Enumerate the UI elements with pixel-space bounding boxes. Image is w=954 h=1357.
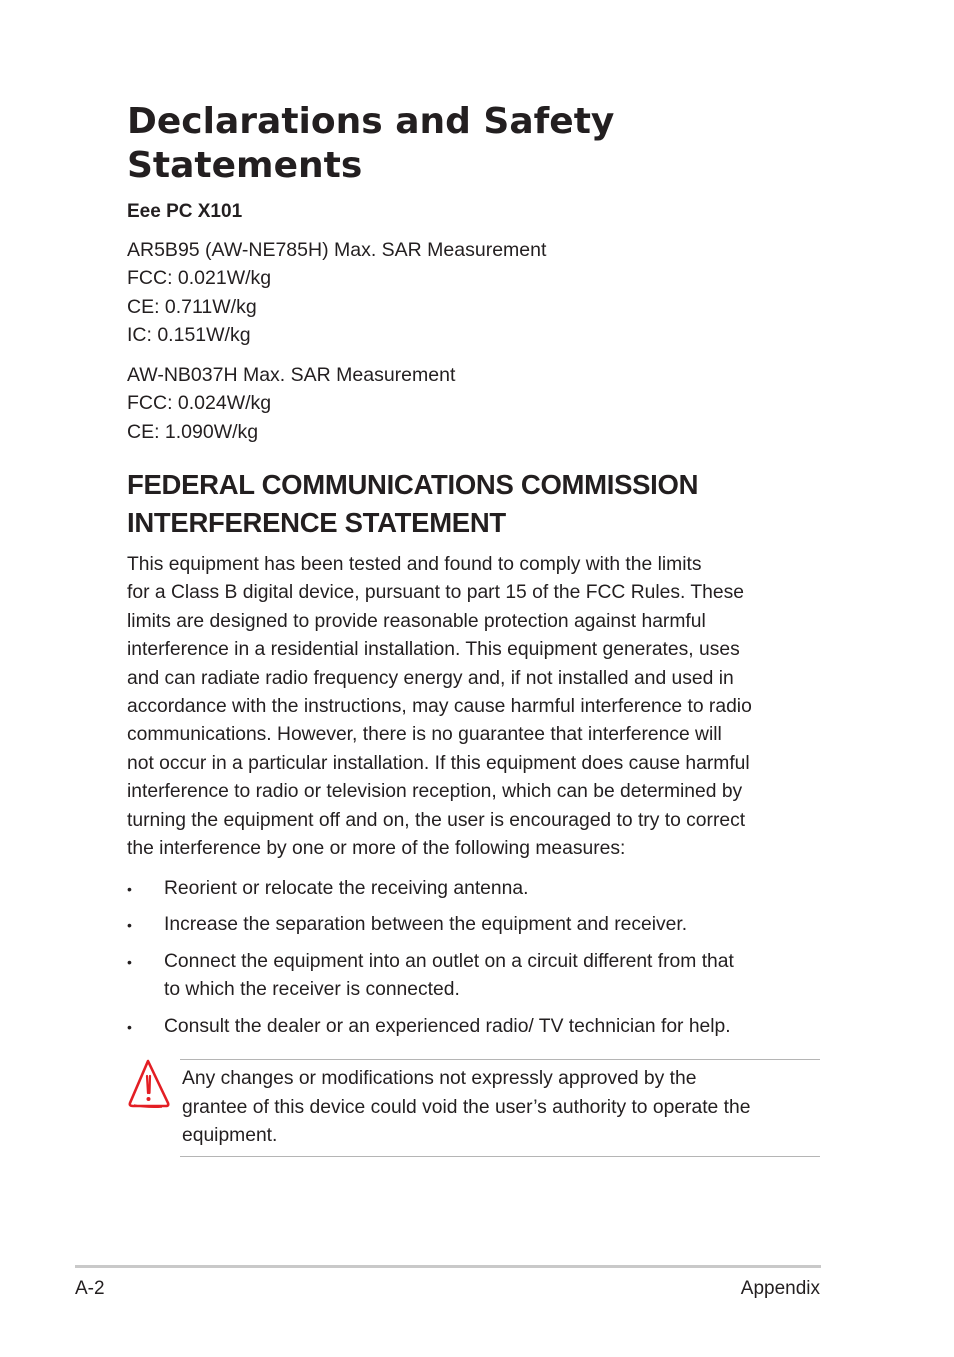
list-item [127, 1013, 827, 1041]
bullet-icon: • [127, 881, 132, 897]
list-item-text: Increase the separation between the equipment and receiver. [164, 914, 688, 936]
sar-line: IC: 0.151W/kg [127, 323, 251, 346]
paragraph-line: limits are designed to provide reasonable protection against harmful [127, 610, 706, 632]
bullet-icon: • [127, 953, 132, 970]
sar-block-aw-nb037h [127, 361, 455, 446]
note-line: equipment. [182, 1125, 278, 1147]
warning-icon [126, 1058, 172, 1110]
list-item [127, 875, 827, 903]
note-line: grantee of this device could void the user’s authority to operate the [182, 1096, 751, 1118]
sar-line: AR5B95 (AW-NE785H) Max. SAR Measurement [127, 239, 547, 261]
note-top-divider [180, 1059, 820, 1060]
sar-block-ar5b95 [127, 236, 546, 349]
paragraph-line: for a Class B digital device, pursuant to part 15 of the FCC Rules. These [127, 582, 744, 604]
paragraph-line: not occur in a particular installation. If this equipment does cause harmful [127, 752, 750, 774]
section-name: Appendix [740, 1278, 820, 1299]
bullet-icon: • [127, 1018, 132, 1035]
sar-line: FCC: 0.024W/kg [127, 392, 272, 415]
paragraph-line: communications. However, there is no guarantee that interference will [127, 724, 722, 746]
fcc-heading-line-1: FEDERAL COMMUNICATIONS COMMISSION [127, 469, 699, 500]
caution-note [182, 1065, 750, 1151]
list-item-text: Connect the equipment into an outlet on a circuit different from that [164, 950, 734, 972]
sar-line: CE: 0.711W/kg [127, 295, 257, 318]
page-title [127, 100, 767, 188]
paragraph-line: accordance with the instructions, may cause harmful interference to radio [127, 696, 752, 718]
paragraph-line: interference in a residential installation. This equipment generates, uses [127, 639, 740, 661]
paragraph-line: the interference by one or more of the following measures: [127, 838, 626, 860]
sar-line: AW-NB037H Max. SAR Measurement [127, 364, 456, 386]
bullet-icon: • [127, 917, 132, 934]
note-bottom-divider [180, 1156, 820, 1157]
page-title-line-2: Statements [127, 145, 363, 186]
list-item [127, 948, 827, 1005]
fcc-paragraph [127, 551, 752, 863]
paragraph-line: and can radiate radio frequency energy and, if not installed and used in [127, 667, 734, 689]
list-item [127, 911, 827, 939]
paragraph-line: This equipment has been tested and found to comply with the limits [127, 554, 702, 575]
list-item-text: Consult the dealer or an experienced radio/ TV technician for help. [164, 1015, 731, 1037]
paragraph-line: interference to radio or television reception, which can be determined by [127, 781, 743, 803]
page-number: A-2 [75, 1278, 105, 1299]
page-title-line-1: Declarations and Safety [127, 101, 615, 142]
sar-line: FCC: 0.021W/kg [127, 267, 272, 290]
model-name: Eee PC X101 [127, 201, 243, 222]
list-item-text: to which the receiver is connected. [164, 979, 460, 1001]
note-line: Any changes or modifications not expressly approved by the [182, 1068, 697, 1089]
fcc-heading-line-2: INTERFERENCE STATEMENT [127, 507, 506, 538]
sar-line: CE: 1.090W/kg [127, 420, 259, 443]
measures-list [127, 875, 827, 1041]
list-item-text: Reorient or relocate the receiving antenna. [164, 878, 529, 899]
fcc-heading [127, 466, 827, 542]
paragraph-line: turning the equipment off and on, the user is encouraged to try to correct [127, 809, 746, 831]
footer-divider [75, 1265, 821, 1268]
